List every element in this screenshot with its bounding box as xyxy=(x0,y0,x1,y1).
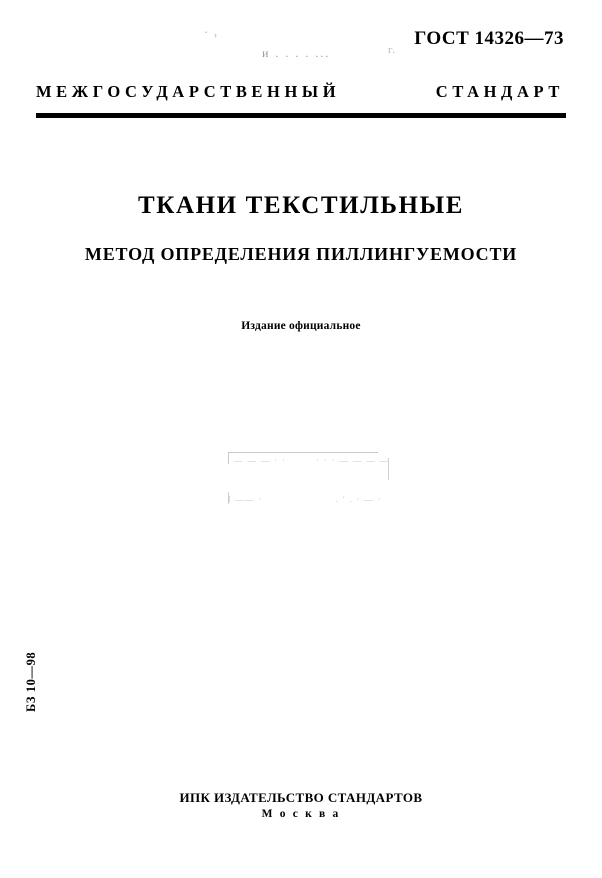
ghost-stamp-block xyxy=(228,452,396,514)
ghost-stamp-text: — — — · · xyxy=(234,455,287,465)
scan-artifact-icon: · , xyxy=(203,23,219,40)
publisher-name: ИПК ИЗДАТЕЛЬСТВО СТАНДАРТОВ xyxy=(179,790,423,805)
official-edition-label: Издание официальное xyxy=(241,320,361,332)
side-margin-code: БЗ 10—98 xyxy=(24,651,38,712)
ghost-stamp-text: . ' . · — · xyxy=(336,494,382,504)
page-subtitle: МЕТОД ОПРЕДЕЛЕНИЯ ПИЛЛИНГУЕМОСТИ xyxy=(84,244,518,264)
page-title: ТКАНИ ТЕКСТИЛЬНЫЕ xyxy=(137,192,465,219)
ghost-stamp-left-border xyxy=(228,452,229,464)
standard-header xyxy=(36,82,566,102)
scan-artifact-icon: и . . . . ... xyxy=(262,46,331,60)
standard-header-word-2: СТАНДАРТ xyxy=(435,82,564,101)
scan-artifact-icon: г. xyxy=(388,44,397,56)
ghost-stamp-top-border xyxy=(228,452,378,453)
ghost-stamp-text: l —— · xyxy=(228,494,263,504)
ghost-stamp-text: · · · — — — — xyxy=(316,455,390,465)
gost-number: ГОСТ 14326—73 xyxy=(414,28,564,49)
header-divider xyxy=(36,113,566,118)
publisher-city: М о с к в а xyxy=(261,808,341,820)
standard-header-word-1: МЕЖГОСУДАРСТВЕННЫЙ xyxy=(36,82,341,101)
